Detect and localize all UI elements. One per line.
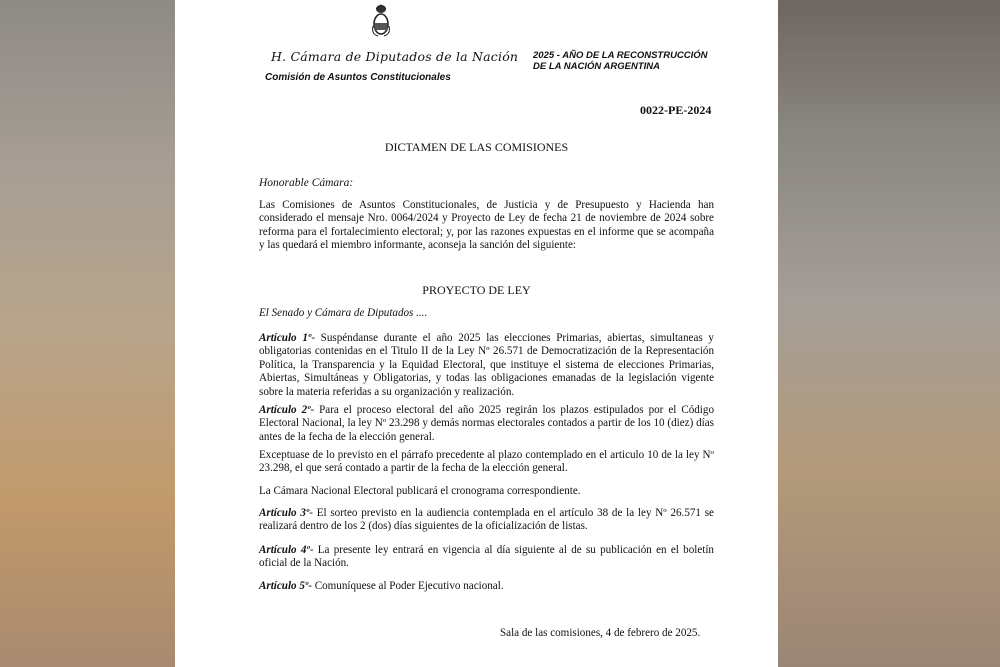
article-4-text: - La presente ley entrará en vigencia al día siguiente al de su publicación en el boletín oficial de la Nación. xyxy=(259,544,714,570)
document-title: DICTAMEN DE LAS COMISIONES xyxy=(384,140,569,154)
commission-name: Comisión de Asuntos Constitucionales xyxy=(265,72,451,83)
article-2 xyxy=(259,404,714,444)
article-4-label: Artículo 4º xyxy=(259,544,310,556)
article-3-label: Artículo 3º xyxy=(259,507,310,519)
chamber-name: H. Cámara de Diputados de la Nación xyxy=(271,49,519,64)
article-1-label: Artículo 1º xyxy=(259,332,312,344)
article-3-text: - El sorteo previsto en la audiencia contemplada en el artículo 38 de la ley Nº 26.571 se realizará dentro de los 2 (dos) días siguientes de la oficialización de listas. xyxy=(259,507,714,533)
article-2-text: - Para el proceso electoral del año 2025 regirán los plazos estipulados por el Código Electoral Nacional, la ley Nº 23.298 y demás normas electorales contados a partir de los 10 (diez) días antes de la fecha de la elección general. xyxy=(259,404,714,443)
salutation: Honorable Cámara: xyxy=(259,177,354,189)
article-1 xyxy=(259,332,714,399)
document-page xyxy=(175,0,778,667)
article-3 xyxy=(259,507,714,534)
year-motto-line-2: DE LA NACIÓN ARGENTINA xyxy=(533,61,661,72)
year-motto-line-1: 2025 - AÑO DE LA RECONSTRUCCIÓN xyxy=(533,50,708,61)
article-1-text: - Suspéndanse durante el año 2025 las elecciones Primarias, abiertas, simultaneas y obligatorias contenidas en el Titulo II de la Ley Nº 26.571 de Democratización de la Representación Política, la Transparencia y la Equidad Electoral, que instituye el sistema de elecciones Primarias, Abiertas, Simultáneas y Obligatorias, y todas las obligaciones emanadas de la legislación vigente sobre la materia referidas a su organización y realización. xyxy=(259,332,714,398)
background-right xyxy=(778,0,1000,667)
article-4 xyxy=(259,544,714,571)
coat-of-arms-icon xyxy=(370,4,392,38)
intro-paragraph: Las Comisiones de Asuntos Constitucionales, de Justicia y de Presupuesto y Hacienda han considerado el mensaje Nro. 0064/2024 y Proyecto de Ley de fecha 21 de noviembre de 2024 sobre reforma para el fortalecimiento electoral; y, por las razones expuestas en el informe que se acompaña y las quedará el miembro informante, aconseja la sanción del siguiente: xyxy=(259,199,714,252)
background-left xyxy=(0,0,175,667)
project-title: PROYECTO DE LEY xyxy=(422,283,531,297)
article-2-label: Artículo 2º xyxy=(259,404,311,416)
year-motto xyxy=(533,50,743,72)
article-2-schedule: La Cámara Nacional Electoral publicará el cronograma correspondiente. xyxy=(259,485,581,497)
file-code: 0022-PE-2024 xyxy=(640,103,712,117)
closing-line: Sala de las comisiones, 4 de febrero de 2025. xyxy=(500,627,701,639)
article-5-label: Artículo 5º xyxy=(259,580,309,592)
article-5-text: - Comuníquese al Poder Ejecutivo nacional. xyxy=(308,580,504,592)
article-2-exception: Exceptuase de lo previsto en el párrafo precedente al plazo contemplado en el articulo 10 de la ley Nº 23.298, el que será contado a partir de la fecha de la elección general. xyxy=(259,449,714,475)
article-5 xyxy=(259,580,714,593)
enacting-formula: El Senado y Cámara de Diputados .... xyxy=(259,307,428,319)
